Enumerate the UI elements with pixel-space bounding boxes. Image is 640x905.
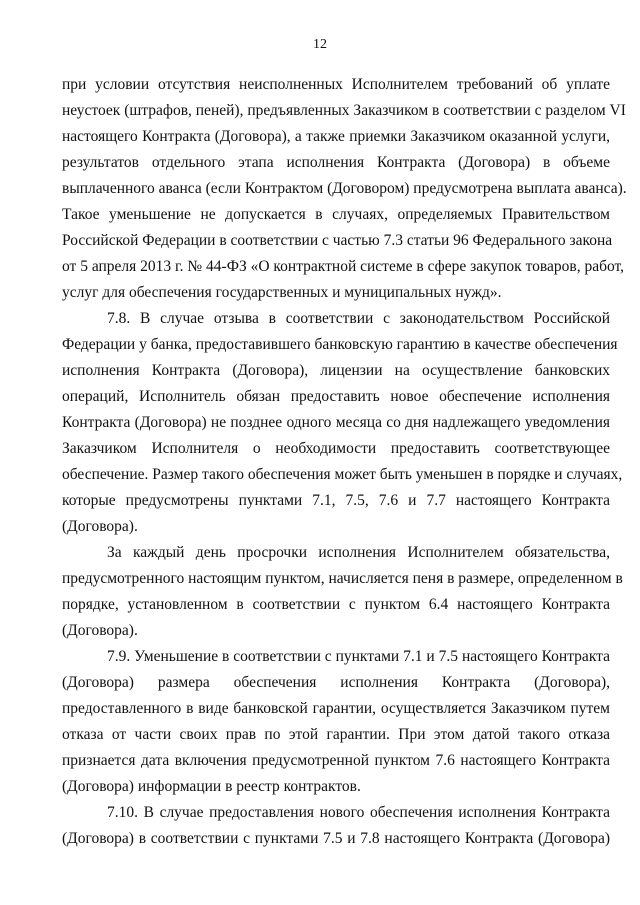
text-line: исполнения Контракта (Договора), лицензии на осуществление банковских [62,362,610,379]
text-line: признается дата включения предусмотренной пунктом 7.6 настоящего Контракта [62,752,610,769]
text-line: Контракта (Договора) не позднее одного месяца со дня надлежащего уведомления [62,414,610,431]
text-line: Такое уменьшение не допускается в случаях, определяемых Правительством [62,206,610,223]
text-line: от 5 апреля 2013 г. № 44-ФЗ «О контрактной системе в сфере закупок товаров, работ, [62,258,625,275]
text-line: результатов отдельного этапа исполнения Контракта (Договора) в объеме [62,154,610,171]
text-line: 7.10. В случае предоставления нового обеспечения исполнения Контракта [107,804,610,821]
text-line: За каждый день просрочки исполнения Исполнителем обязательства, [107,544,610,561]
text-line: (Договора). [62,518,138,535]
text-line: предусмотренного настоящим пунктом, начисляется пеня в размере, определенном в [62,570,623,587]
text-line: услуг для обеспечения государственных и муниципальных нужд». [62,284,502,301]
text-line: неустоек (штрафов, пеней), предъявленных Заказчиком в соответствии с разделом VI [62,102,626,119]
page-number: 12 [313,37,327,52]
text-line: порядке, установленном в соответствии с пунктом 6.4 настоящего Контракта [62,596,610,613]
text-line: выплаченного аванса (если Контрактом (Договором) предусмотрена выплата аванса). [62,180,627,197]
text-line: которые предусмотрены пунктами 7.1, 7.5, 7.6 и 7.7 настоящего Контракта [62,492,610,509]
text-line: (Договора). [62,622,138,639]
text-line: при условии отсутствия неисполненных Исполнителем требований об уплате [62,76,610,93]
text-line: обеспечение. Размер такого обеспечения может быть уменьшен в порядке и случаях, [62,466,623,483]
text-line: (Договора) в соответствии с пунктами 7.5 и 7.8 настоящего Контракта (Договора) [62,830,610,847]
text-line: предоставленного в виде банковской гарантии, осуществляется Заказчиком путем [62,700,610,717]
text-line: (Договора) информации в реестр контрактов. [62,778,361,795]
text-line: 7.9. Уменьшение в соответствии с пунктами 7.1 и 7.5 настоящего Контракта [107,648,610,665]
text-line: Российской Федерации в соответствии с частью 7.3 статьи 96 Федерального закона [62,232,613,249]
text-line: 7.8. В случае отзыва в соответствии с законодательством Российской [107,310,610,327]
text-line: настоящего Контракта (Договора), а также приемки Заказчиком оказанной услуги, [62,128,610,145]
text-line: Заказчиком Исполнителя о необходимости предоставить соответствующее [62,440,610,457]
text-line: операций, Исполнитель обязан предоставить новое обеспечение исполнения [62,388,610,405]
text-line: отказа от части своих прав по этой гарантии. При этом датой такого отказа [62,726,610,743]
text-line: (Договора) размера обеспечения исполнения Контракта (Договора), [62,674,610,691]
text-line: Федерации у банка, предоставившего банковскую гарантию в качестве обеспечения [62,336,618,353]
